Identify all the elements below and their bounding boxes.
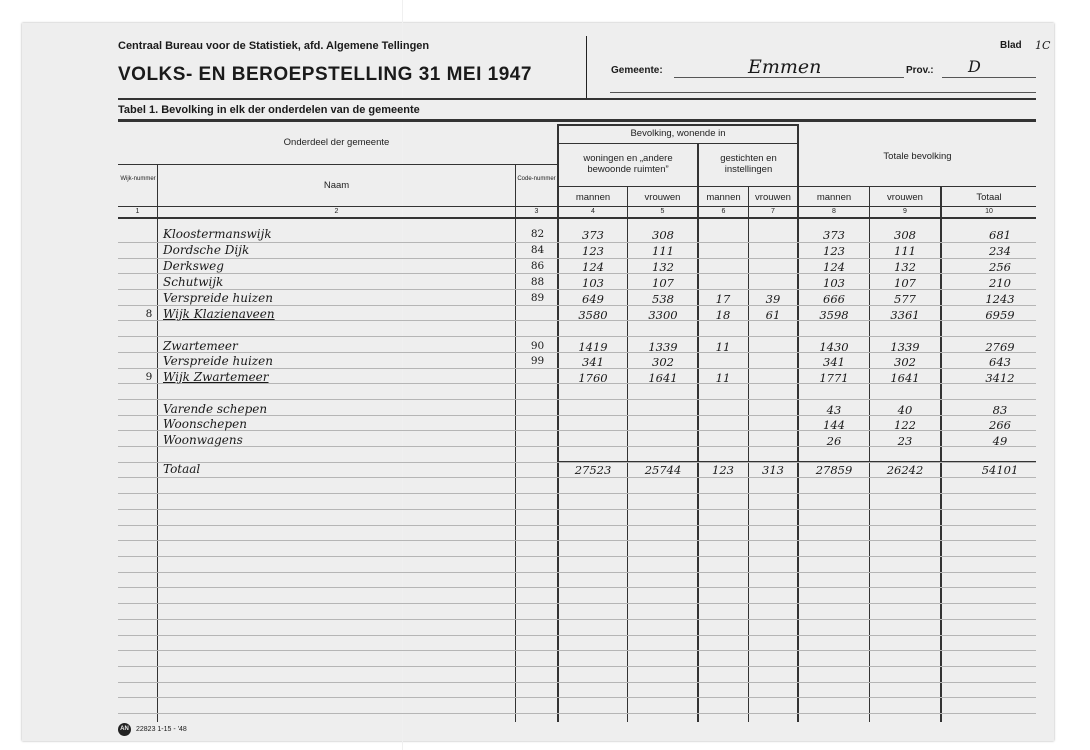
cell-naam: Totaal (163, 462, 201, 476)
header-mannen-4: mannen (575, 192, 611, 203)
cell-totaal-vrouwen: 122 (894, 418, 916, 432)
cell-woningen-mannen: 103 (582, 276, 604, 290)
printer-logo: AN (118, 723, 131, 736)
header-codenummer: Code-nummer (517, 176, 556, 182)
header-onderdeel: Onderdeel der gemeente (283, 137, 390, 148)
cell-totaal: 1243 (985, 292, 1015, 306)
cell-woningen-vrouwen: 111 (652, 244, 674, 258)
ruled-line (118, 242, 1036, 243)
cell-woningen-mannen: 1760 (578, 371, 608, 385)
cell-totaal-vrouwen: 40 (897, 403, 913, 417)
gender-row-rule (557, 186, 1036, 187)
ruled-line (118, 572, 1036, 573)
col-divider-7 (748, 186, 749, 722)
cell-gestichten-vrouwen: 39 (765, 292, 781, 306)
table-title: Tabel 1. Bevolking in elk der onderdelen van de gemeente (118, 104, 420, 116)
cell-totaal-mannen: 373 (823, 228, 845, 242)
cell-naam: Derksweg (163, 259, 224, 273)
cell-gestichten-mannen: 18 (715, 308, 731, 322)
cell-totaal-mannen: 26 (826, 434, 842, 448)
colnum-bottom-rule (118, 217, 1036, 219)
cell-totaal-mannen: 123 (823, 244, 845, 258)
ruled-line (118, 258, 1036, 259)
cell-woningen-mannen: 27523 (574, 463, 612, 477)
header-bevolking-wonende: Bevolking, wonende in (630, 128, 726, 139)
cell-codenummer: 88 (530, 276, 545, 288)
cell-codenummer: 90 (530, 340, 545, 352)
cell-codenummer: 86 (530, 260, 545, 272)
cell-totaal: 681 (989, 228, 1011, 242)
cell-totaal-mannen: 1430 (819, 340, 849, 354)
cell-totaal-mannen: 666 (823, 292, 845, 306)
colnum-10: 10 (985, 208, 993, 215)
cell-wijknummer: 9 (145, 371, 153, 383)
cell-naam: Verspreide huizen (163, 291, 273, 305)
bevolking-box-top (557, 124, 799, 126)
col-divider-9 (869, 186, 870, 722)
table-top-rule (118, 119, 1036, 122)
header-woningen: woningen en „andere bewoonde ruimten” (583, 153, 673, 175)
cell-woningen-vrouwen: 302 (652, 355, 674, 369)
form-title: VOLKS- EN BEROEPSTELLING 31 MEI 1947 (118, 64, 532, 85)
colnum-2: 2 (334, 208, 339, 215)
ruled-line (118, 603, 1036, 604)
cell-totaal: 6959 (985, 308, 1015, 322)
ruled-line (118, 493, 1036, 494)
cell-totaal: 3412 (985, 371, 1015, 385)
ruled-line (118, 650, 1036, 651)
cell-totaal-mannen: 3598 (819, 308, 849, 322)
prov-label: Prov.: (906, 65, 934, 76)
cell-totaal-mannen: 43 (826, 403, 842, 417)
col-divider-code (515, 164, 516, 722)
cell-totaal-vrouwen: 3361 (890, 308, 920, 322)
cell-totaal-vrouwen: 1339 (890, 340, 920, 354)
bureau-name: Centraal Bureau voor de Statistiek, afd. Algemene Tellingen (118, 40, 430, 52)
cell-gestichten-mannen: 123 (712, 463, 734, 477)
cell-woningen-vrouwen: 538 (652, 292, 674, 306)
ruled-line (118, 525, 1036, 526)
col-divider-5 (627, 186, 628, 722)
cell-totaal-mannen: 1771 (819, 371, 849, 385)
cell-totaal: 49 (992, 434, 1008, 448)
header-vrouwen-7: vrouwen (755, 192, 791, 203)
col-divider-10 (940, 186, 942, 722)
cell-totaal-vrouwen: 23 (897, 434, 913, 448)
ruled-line (118, 399, 1036, 400)
ruled-line (118, 477, 1036, 478)
cell-gestichten-vrouwen: 313 (762, 463, 784, 477)
colnum-6: 6 (721, 208, 726, 215)
cell-woningen-vrouwen: 308 (652, 228, 674, 242)
cell-naam: Schutwijk (163, 275, 224, 289)
cell-totaal-vrouwen: 308 (894, 228, 916, 242)
cell-naam: Zwartemeer (163, 339, 238, 353)
ruled-line (118, 509, 1036, 510)
header-extra-line (610, 92, 1036, 93)
cell-woningen-mannen: 341 (582, 355, 604, 369)
colnum-3: 3 (534, 208, 539, 215)
cell-woningen-mannen: 123 (582, 244, 604, 258)
header-mannen-8: mannen (816, 192, 852, 203)
cell-naam: Dordsche Dijk (163, 243, 250, 257)
ruled-line (118, 713, 1036, 714)
prov-value: D (968, 57, 981, 76)
cell-totaal: 210 (989, 276, 1011, 290)
ruled-line (118, 619, 1036, 620)
cell-totaal: 54101 (981, 463, 1019, 477)
cell-totaal-vrouwen: 132 (894, 260, 916, 274)
cell-naam: Woonwagens (163, 433, 243, 447)
colnum-4: 4 (591, 208, 595, 215)
colnum-8: 8 (832, 208, 836, 215)
gemeente-value: Emmen (748, 56, 822, 78)
cell-codenummer: 99 (530, 355, 545, 367)
onderdeel-sub-rule (118, 164, 557, 165)
cell-wijknummer: 8 (145, 308, 153, 320)
cell-gestichten-mannen: 11 (715, 371, 731, 385)
bevolking-sub-rule (557, 143, 799, 144)
cell-woningen-mannen: 373 (582, 228, 604, 242)
ruled-line (118, 635, 1036, 636)
ruled-line (118, 587, 1036, 588)
cell-naam: Kloostermanswijk (163, 227, 272, 241)
ruled-line (118, 556, 1036, 557)
cell-totaal: 266 (989, 418, 1011, 432)
colnum-7: 7 (771, 208, 775, 215)
header-vrouwen-9: vrouwen (887, 192, 923, 203)
header-divider (586, 36, 587, 99)
ruled-line (118, 682, 1036, 683)
cell-totaal-mannen: 27859 (815, 463, 853, 477)
cell-totaal-mannen: 341 (823, 355, 845, 369)
header-rule (118, 98, 1036, 100)
cell-naam: Varende schepen (163, 402, 268, 416)
cell-totaal-mannen: 144 (823, 418, 845, 432)
cell-totaal: 234 (989, 244, 1011, 258)
header-mannen-6: mannen (706, 192, 741, 203)
header-naam: Naam (323, 180, 350, 191)
cell-woningen-mannen: 124 (582, 260, 604, 274)
cell-naam: Woonschepen (163, 417, 247, 431)
cell-gestichten-mannen: 17 (715, 292, 731, 306)
cell-gestichten-vrouwen: 61 (765, 308, 781, 322)
cell-totaal-mannen: 124 (823, 260, 845, 274)
colnum-top-rule (118, 206, 1036, 207)
cell-totaal: 256 (989, 260, 1011, 274)
cell-naam: Verspreide huizen (163, 354, 273, 368)
cell-woningen-vrouwen: 25744 (644, 463, 682, 477)
colnum-1: 1 (135, 208, 140, 215)
cell-totaal-vrouwen: 26242 (886, 463, 924, 477)
cell-totaal-vrouwen: 577 (894, 292, 916, 306)
cell-totaal-mannen: 103 (823, 276, 845, 290)
cell-woningen-vrouwen: 3300 (648, 308, 678, 322)
cell-totaal-vrouwen: 302 (894, 355, 916, 369)
cell-woningen-vrouwen: 132 (652, 260, 674, 274)
cell-totaal: 2769 (985, 340, 1015, 354)
col-divider-naam (157, 164, 158, 722)
ruled-line (118, 540, 1036, 541)
cell-totaal-vrouwen: 1641 (890, 371, 920, 385)
cell-totaal: 643 (989, 355, 1011, 369)
cell-woningen-vrouwen: 107 (652, 276, 674, 290)
blad-value: 1C (1035, 39, 1051, 52)
header-totaal-10: Totaal (976, 192, 1002, 203)
blad-label: Blad (1000, 40, 1022, 51)
form-code: 22823 1-15 - '48 (136, 726, 187, 733)
cell-woningen-vrouwen: 1641 (648, 371, 678, 385)
cell-woningen-mannen: 649 (582, 292, 604, 306)
cell-naam: Wijk Zwartemeer (163, 370, 269, 384)
cell-totaal-vrouwen: 111 (894, 244, 916, 258)
header-wijknummer: Wijk-nummer (120, 176, 156, 182)
colnum-9: 9 (903, 208, 907, 215)
cell-totaal-vrouwen: 107 (894, 276, 916, 290)
cell-naam: Wijk Klazienaveen (163, 307, 275, 321)
cell-codenummer: 82 (530, 228, 545, 240)
cell-codenummer: 84 (530, 244, 545, 256)
ruled-line (118, 336, 1036, 337)
ruled-line (118, 666, 1036, 667)
colnum-5: 5 (660, 208, 665, 215)
ruled-line (118, 697, 1036, 698)
cell-totaal: 83 (992, 403, 1008, 417)
cell-codenummer: 89 (530, 292, 545, 304)
prov-line (942, 77, 1036, 78)
cell-woningen-mannen: 1419 (578, 340, 608, 354)
cell-gestichten-mannen: 11 (715, 340, 731, 354)
header-vrouwen-5: vrouwen (644, 192, 681, 203)
gemeente-label: Gemeente: (611, 65, 663, 76)
cell-woningen-mannen: 3580 (578, 308, 608, 322)
cell-woningen-vrouwen: 1339 (648, 340, 678, 354)
header-gestichten: gestichten en instellingen (720, 153, 777, 175)
header-totale-bevolking: Totale bevolking (883, 151, 952, 162)
